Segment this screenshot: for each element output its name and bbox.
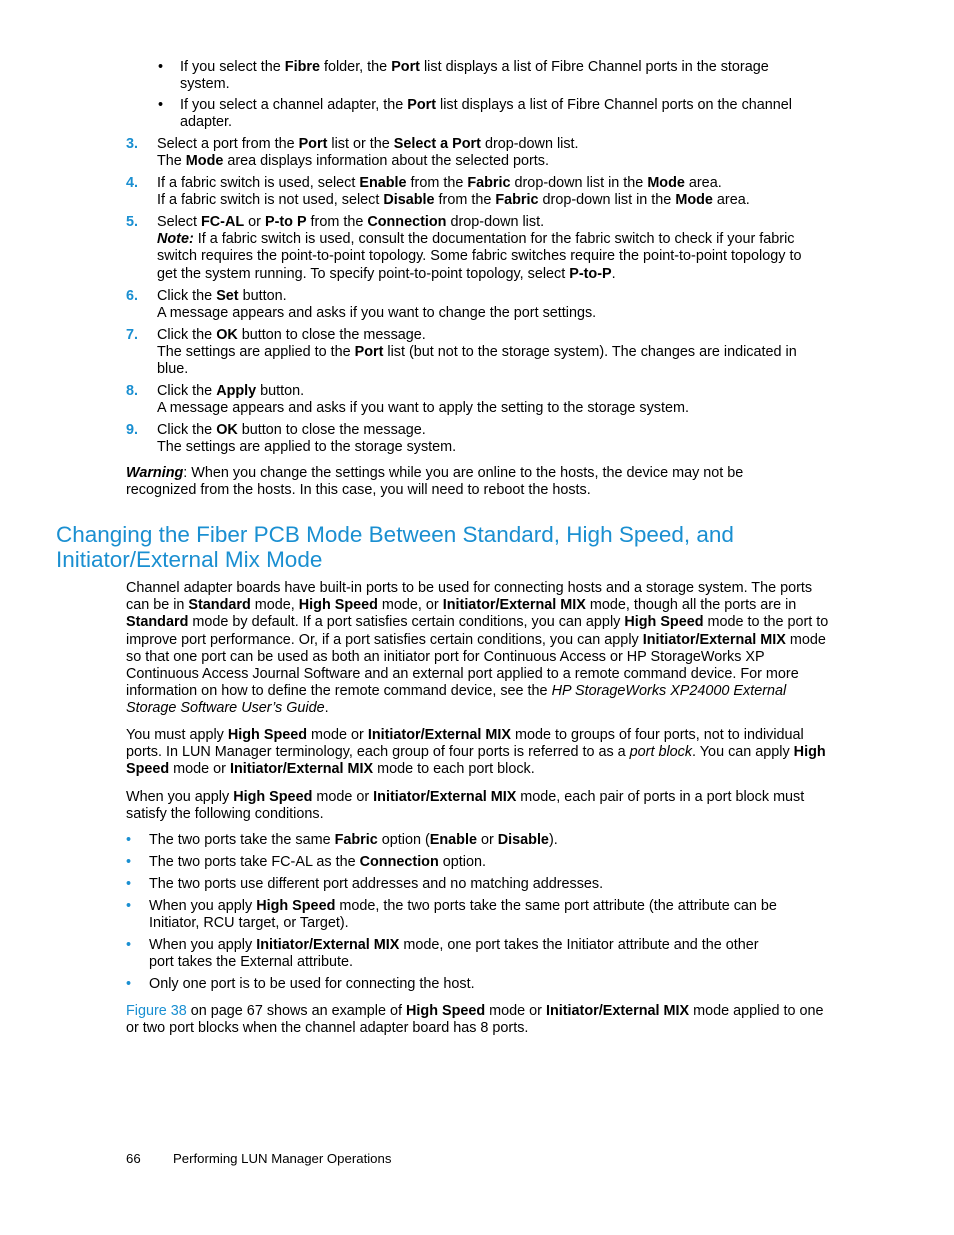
- footer-chapter-title: Performing LUN Manager Operations: [173, 1151, 392, 1166]
- condition-item: When you apply High Speed mode, the two ports take the same port attribute (the attribute can be Initiator, RCU target, or Target).: [149, 898, 777, 932]
- step-number: 5.: [126, 214, 139, 230]
- page-number: 66: [126, 1151, 141, 1166]
- note: Note: If a fabric switch is used, consult the documentation for the fabric switch to check if your fabric switch requires the point-to-point topology. Some fabric switches require the point-to-point topology to get the system running. To specify point-to-point topology, select P-to-P.: [157, 231, 802, 282]
- bullet-marker: •: [126, 898, 132, 914]
- condition-item: The two ports use different port addresses and no matching addresses.: [149, 876, 604, 892]
- step-number: 7.: [126, 327, 139, 343]
- bullet-marker: •: [158, 59, 164, 75]
- step-number: 4.: [126, 175, 139, 191]
- step-9: Click the OK button to close the message. The settings are applied to the storage system.: [157, 422, 457, 456]
- step-3: Select a port from the Port list or the Select a Port drop-down list. The Mode area displays information about the selected ports.: [157, 136, 579, 170]
- step-5: Select FC-AL or P-to P from the Connection drop-down list. Note: If a fabric switch is used, consult the documentation for the fabric switch to check if your fabric switch requires the point-to-point topology. Some fabric switches require the point-to-point topology to get the system running. To specify point-to-point topology, select P-to-P.: [157, 214, 802, 282]
- condition-item: The two ports take FC-AL as the Connection option.: [149, 854, 486, 870]
- bullet-marker: •: [126, 854, 132, 870]
- paragraph-figure-reference: Figure 38 on page 67 shows an example of High Speed mode or Initiator/External MIX mode applied to one or two port blocks when the channel adapter board has 8 ports.: [126, 1003, 824, 1037]
- condition-item: The two ports take the same Fabric option (Enable or Disable).: [149, 832, 558, 848]
- warning-paragraph: Warning: When you change the settings while you are online to the hosts, the device may not be recognized from the hosts. In this case, you will need to reboot the hosts.: [126, 465, 744, 499]
- step-8: Click the Apply button. A message appears and asks if you want to apply the setting to the storage system.: [157, 383, 689, 417]
- paragraph-intro: Channel adapter boards have built-in ports to be used for connecting hosts and a storage system. The ports can be in Standard mode, High Speed mode, or Initiator/External MIX mode, though all the ports are in Standard mode by default. If a port satisfies certain conditions, you can apply High Speed mode to the port to improve port performance. Or, if a port satisfies certain conditions, you can apply Initiator/External MIX mode so that one port can be used as both an initiator port for Continuous Access or HP StorageWorks XP Continuous Access Journal Software and an external port applied to a remote command device. For more information on how to define the remote command device, see the HP StorageWorks XP24000 External Storage Software User’s Guide.: [126, 580, 829, 717]
- bullet-marker: •: [158, 97, 164, 113]
- bullet-marker: •: [126, 876, 132, 892]
- section-heading: Changing the Fiber PCB Mode Between Standard, High Speed, and Initiator/External Mix Mode: [56, 522, 734, 572]
- condition-item: Only one port is to be used for connecting the host.: [149, 976, 475, 992]
- step-6: Click the Set button. A message appears and asks if you want to change the port settings.: [157, 288, 597, 322]
- bullet-item-channel-adapter: If you select a channel adapter, the Port list displays a list of Fibre Channel ports on the channel adapter.: [180, 97, 792, 131]
- bullet-marker: •: [126, 937, 132, 953]
- paragraph-port-block: You must apply High Speed mode or Initiator/External MIX mode to groups of four ports, not to individual ports. In LUN Manager terminology, each group of four ports is referred to as a port block. You can apply High Speed mode or Initiator/External MIX mode to each port block.: [126, 727, 826, 778]
- step-4: If a fabric switch is used, select Enable from the Fabric drop-down list in the Mode area. If a fabric switch is not used, select Disable from the Fabric drop-down list in the Mode area.: [157, 175, 750, 209]
- paragraph-conditions-intro: When you apply High Speed mode or Initiator/External MIX mode, each pair of ports in a port block must satisfy the following conditions.: [126, 789, 805, 823]
- step-number: 9.: [126, 422, 139, 438]
- bullet-item-fibre-folder: If you select the Fibre folder, the Port list displays a list of Fibre Channel ports in the storage system.: [180, 59, 769, 93]
- step-number: 6.: [126, 288, 139, 304]
- figure-38-link[interactable]: Figure 38: [126, 1003, 187, 1019]
- bullet-marker: •: [126, 832, 132, 848]
- step-number: 8.: [126, 383, 139, 399]
- step-7: Click the OK button to close the message. The settings are applied to the Port list (but not to the storage system). The changes are indicated in blue.: [157, 327, 797, 378]
- bullet-marker: •: [126, 976, 132, 992]
- condition-item: When you apply Initiator/External MIX mode, one port takes the Initiator attribute and the other port takes the External attribute.: [149, 937, 759, 971]
- step-number: 3.: [126, 136, 139, 152]
